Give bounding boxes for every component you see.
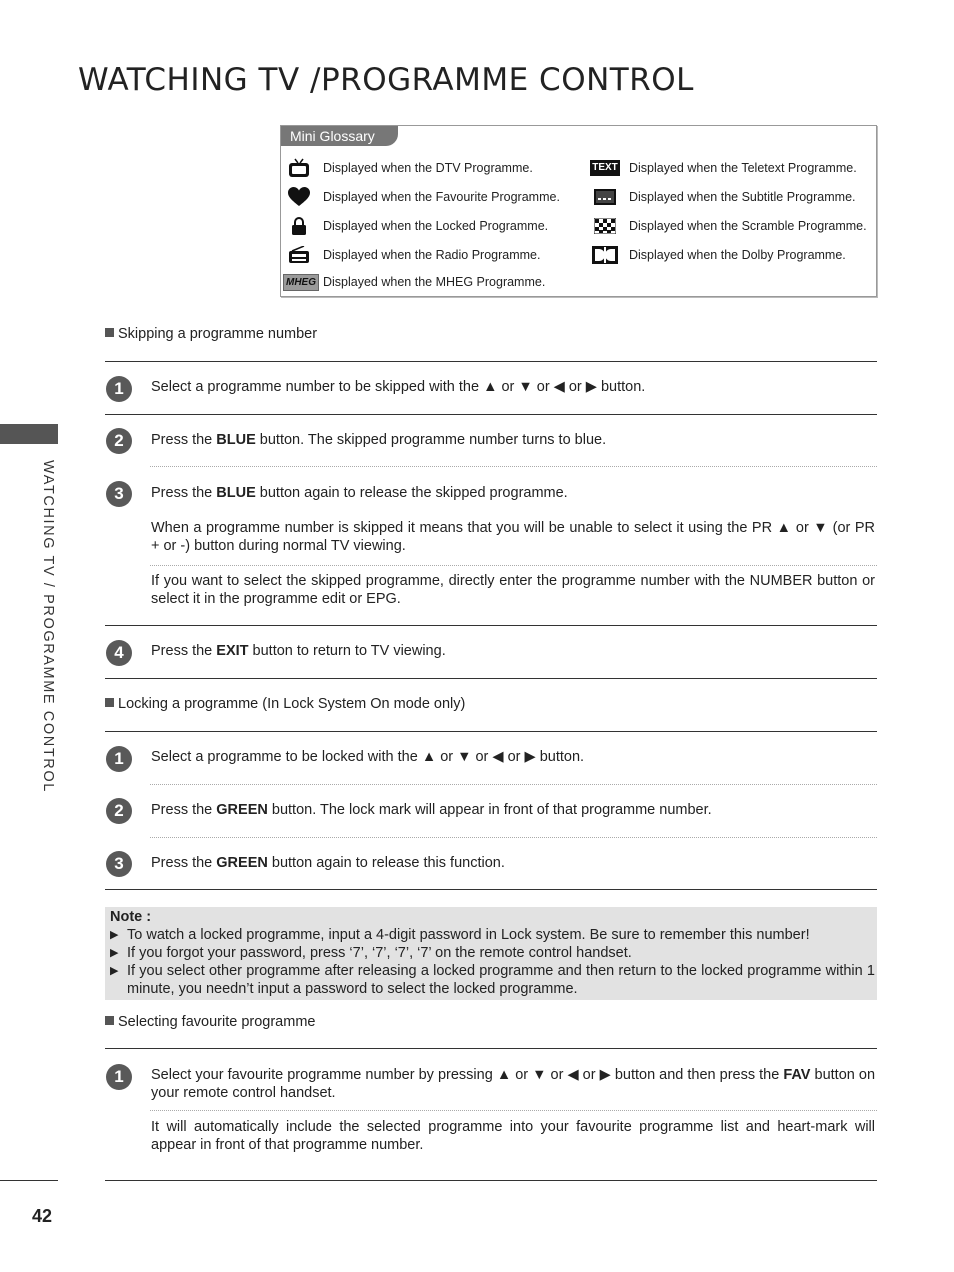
mini-glossary — [280, 125, 877, 297]
section-heading-favourite: Selecting favourite programme — [105, 1014, 315, 1030]
dotted-rule — [150, 837, 877, 838]
bullet-square-icon — [105, 1016, 114, 1025]
step-detail: When a programme number is skipped it means that you will be unable to select it using the PR ▲ or ▼ (or PR + or -) button during normal TV viewing. — [151, 520, 875, 554]
heart-icon — [285, 186, 313, 208]
step-number: 2 — [106, 428, 132, 454]
glossary-text: Displayed when the Radio Programme. — [323, 248, 541, 262]
rule — [105, 678, 877, 679]
glossary-item-mheg — [283, 271, 545, 293]
mheg-icon: MHEG — [283, 271, 319, 293]
step-number: 2 — [106, 798, 132, 824]
rule — [105, 625, 877, 626]
section-heading-skip: Skipping a programme number — [105, 326, 317, 342]
dolby-icon — [591, 244, 619, 266]
step-number: 3 — [106, 851, 132, 877]
page-number: 42 — [32, 1206, 53, 1226]
glossary-text: Displayed when the Subtitle Programme. — [629, 190, 856, 204]
step-number: 1 — [106, 376, 132, 402]
dotted-rule — [150, 1110, 877, 1111]
arrow-right-icon: ▶ — [110, 947, 119, 959]
step-text: Select a programme to be locked with the ▲ or ▼ or ◀ or ▶ button. — [151, 749, 585, 765]
step-text: Press the GREEN button again to release this function. — [151, 855, 505, 871]
glossary-item-dtv — [285, 157, 533, 179]
glossary-text: Displayed when the MHEG Programme. — [323, 275, 546, 289]
dotted-rule — [150, 565, 877, 566]
dotted-rule — [150, 466, 877, 467]
rule — [105, 1048, 877, 1049]
glossary-item-radio — [285, 244, 540, 266]
rule — [105, 731, 877, 732]
note-box — [105, 907, 877, 1000]
glossary-item-dolby — [591, 244, 846, 266]
radio-icon — [285, 244, 313, 266]
note-title: Note : — [110, 909, 152, 925]
step-detail: If you want to select the skipped programme, directly enter the programme number with the NUMBER button or select it in the programme edit or EPG. — [151, 573, 875, 607]
bullet-square-icon — [105, 698, 114, 707]
lock-icon — [285, 215, 313, 237]
step-number: 1 — [106, 1064, 132, 1090]
glossary-text: Displayed when the Dolby Programme. — [629, 248, 846, 262]
scramble-icon — [591, 215, 619, 237]
glossary-text: Displayed when the Favourite Programme. — [323, 190, 560, 204]
subtitle-icon — [591, 186, 619, 208]
glossary-text: Displayed when the Teletext Programme. — [629, 161, 857, 175]
step-number: 4 — [106, 640, 132, 666]
rule — [105, 889, 877, 890]
sidebar-marker — [0, 424, 58, 444]
step-text: Press the GREEN button. The lock mark will appear in front of that programme number. — [151, 802, 712, 818]
note-item: ▶ If you select other programme after releasing a locked programme and then return to the locked programme within 1 minute, you needn’t input a password to select the locked programme. — [110, 963, 875, 997]
rule — [105, 361, 877, 362]
rule — [105, 1180, 877, 1181]
tv-icon — [285, 157, 313, 179]
arrow-right-icon: ▶ — [110, 965, 119, 977]
glossary-text: Displayed when the Locked Programme. — [323, 219, 549, 233]
section-heading-lock: Locking a programme (In Lock System On mode only) — [105, 696, 465, 712]
note-item: ▶ To watch a locked programme, input a 4-digit password in Lock system. Be sure to remember this number! — [110, 927, 810, 943]
bullet-square-icon — [105, 328, 114, 337]
step-text: Select a programme number to be skipped with the ▲ or ▼ or ◀ or ▶ button. — [151, 379, 646, 395]
glossary-item-subtitle — [591, 186, 856, 208]
arrow-right-icon: ▶ — [110, 929, 119, 941]
glossary-item-teletext — [591, 157, 857, 179]
step-text: Press the BLUE button. The skipped programme number turns to blue. — [151, 432, 607, 448]
glossary-item-scramble — [591, 215, 867, 237]
side-section-label: WATCHING TV / PROGRAMME CONTROL — [40, 460, 56, 793]
glossary-text: Displayed when the DTV Programme. — [323, 161, 533, 175]
step-number: 3 — [106, 481, 132, 507]
glossary-item-locked — [285, 215, 548, 237]
step-number: 1 — [106, 746, 132, 772]
step-text: Select your favourite programme number by pressing ▲ or ▼ or ◀ or ▶ button and then press the FAV button on your remote control handset. — [151, 1067, 876, 1101]
dotted-rule — [150, 784, 877, 785]
step-text: Press the BLUE button again to release the skipped programme. — [151, 485, 568, 501]
footer-rule — [0, 1180, 58, 1181]
glossary-item-favourite — [285, 186, 560, 208]
step-detail: It will automatically include the selected programme into your favourite programme list and heart-mark will appear in front of that programme number. — [151, 1119, 875, 1153]
glossary-label: Mini Glossary — [281, 126, 398, 146]
teletext-icon: TEXT — [591, 157, 619, 179]
rule — [105, 414, 877, 415]
glossary-text: Displayed when the Scramble Programme. — [629, 219, 867, 233]
note-item: ▶ If you forgot your password, press ‘7’, ‘7’, ‘7’, ‘7’ on the remote control handset. — [110, 945, 632, 961]
step-text: Press the EXIT button to return to TV viewing. — [151, 643, 446, 659]
page-title: WATCHING TV /PROGRAMME CONTROL — [78, 62, 694, 98]
